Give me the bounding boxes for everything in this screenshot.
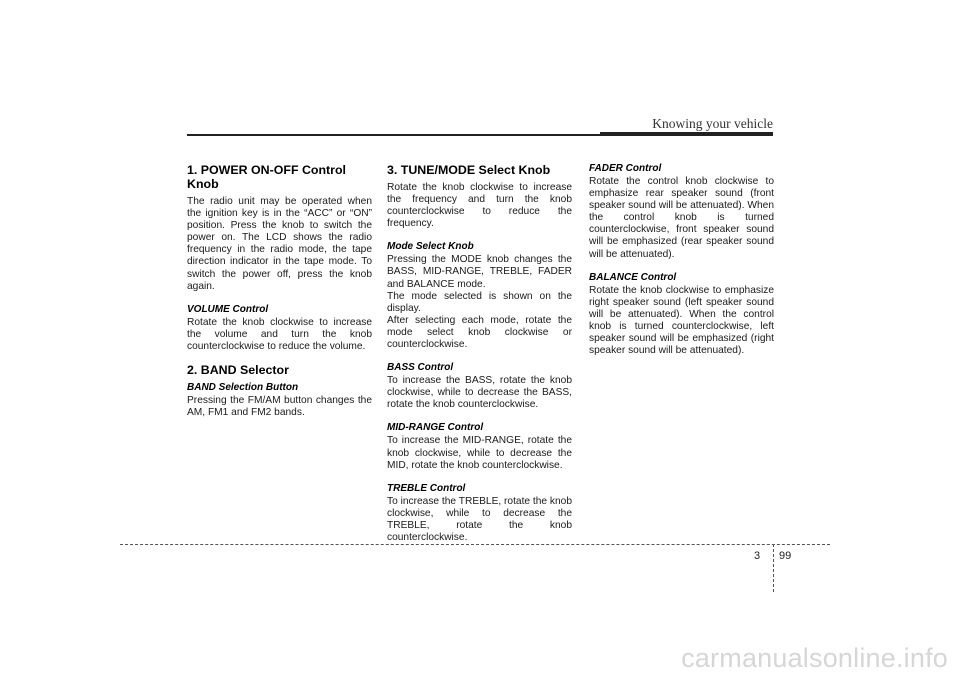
subheading-balance: BALANCE Control: [589, 271, 677, 283]
column-middle: [387, 163, 572, 544]
balance-paragraph: Rotate the knob clockwise to emphasize right speaker sound (left speaker sound will be attenuated). When the control knob is turned counterclockwise, left speaker sound will be emphasized (right speaker sound will be attenuated).: [589, 284, 774, 357]
section-title-band: 2. BAND Selector: [187, 363, 289, 378]
watermark-logo: carmanualsonline.info: [681, 643, 948, 673]
treble-paragraph: To increase the TREBLE, rotate the knob clockwise, while to decrease the TREBLE, rotate the knob counterclockwise.: [387, 495, 572, 543]
bass-paragraph: To increase the BASS, rotate the knob clockwise, while to decrease the BASS, rotate the knob counterclockwise.: [387, 375, 572, 411]
mode-paragraph-3: After selecting each mode, rotate the mode select knob clockwise or counterclockwise.: [387, 314, 572, 351]
header-title: Knowing your vehicle: [652, 116, 773, 131]
column-right: [589, 163, 774, 357]
page-number: 99: [779, 550, 792, 562]
subheading-mode: Mode Select Knob: [387, 241, 474, 253]
subheading-volume: VOLUME Control: [187, 303, 269, 315]
column-left: [187, 163, 372, 419]
mode-paragraph-2: The mode selected is shown on the display.: [387, 290, 572, 314]
mid-range-paragraph: To increase the MID-RANGE, rotate the knob clockwise, while to decrease the MID, rotate the knob counterclockwise.: [387, 435, 572, 471]
subheading-fader: FADER Control: [589, 163, 662, 174]
chapter-number: 3: [754, 550, 761, 562]
section-title-tune: 3. TUNE/MODE Select Knob: [387, 163, 551, 177]
power-paragraph: The radio unit may be operated when the ignition key is in the “ACC” or “ON” position. Press the knob to switch the power on. The LCD shows the radio frequency in the radio mode, the tape direction indicator in the tape mode. To switch the power off, press the knob again.: [187, 196, 372, 292]
header-rule-accent: [600, 132, 773, 136]
volume-paragraph: Rotate the knob clockwise to increase the volume and turn the knob counterclockwise to reduce the volume.: [187, 316, 372, 352]
tune-paragraph: Rotate the knob clockwise to increase the frequency and turn the knob counterclockwise to reduce the frequency.: [387, 182, 572, 230]
subheading-treble: TREBLE Control: [387, 482, 466, 494]
band-paragraph: Pressing the FM/AM button changes the AM, FM1 and FM2 bands.: [187, 395, 372, 419]
section-title-power: 1. POWER ON-OFF Control Knob: [187, 163, 347, 191]
fader-paragraph: Rotate the control knob clockwise to emphasize rear speaker sound (front speaker sound will be attenuated). When the control knob is turned counterclockwise, front speaker sound will be emphasized (rear speaker sound will be attenuated).: [589, 176, 774, 260]
footer-dashed-rule: [120, 544, 830, 545]
mode-paragraph-1: Pressing the MODE knob changes the BASS, MID-RANGE, TREBLE, FADER and BALANCE mode.: [387, 254, 572, 290]
subheading-bass: BASS Control: [387, 362, 454, 374]
subheading-mid-range: MID-RANGE Control: [387, 422, 484, 434]
subheading-band-button: BAND Selection Button: [187, 382, 299, 394]
footer-dashed-divider: [773, 544, 774, 592]
